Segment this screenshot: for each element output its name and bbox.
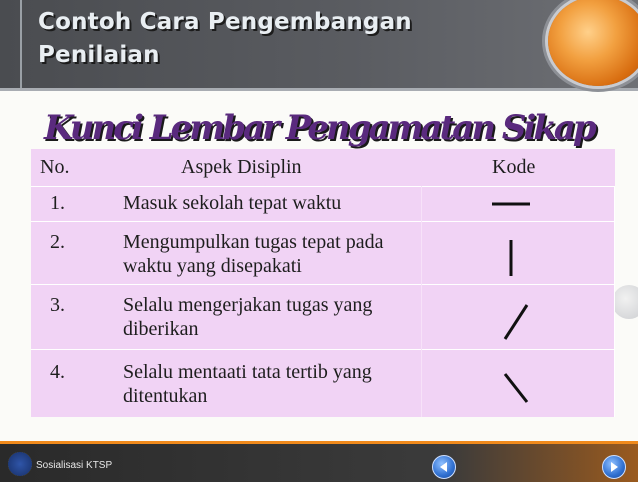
column-divider: [614, 186, 615, 417]
row-aspek: Selalu mengerjakan tugas yang diberikan: [123, 294, 373, 340]
next-icon: [608, 461, 620, 473]
table-row: [31, 186, 615, 221]
footer-label: Sosialisasi KTSP: [36, 460, 113, 471]
row-no: 2.: [50, 231, 65, 253]
side-orb: [612, 285, 638, 319]
table-header-row: [31, 149, 615, 185]
header-no: No.: [40, 156, 70, 178]
row-aspek: Masuk sekolah tepat waktu: [123, 192, 342, 214]
previous-icon: [438, 461, 450, 473]
header-kode: Kode: [492, 156, 536, 178]
slide-subtitle: Kunci Lembar Pengamatan Sikap: [44, 108, 594, 148]
previous-slide-button[interactable]: [432, 455, 456, 479]
table-row: [31, 349, 615, 418]
back-slash-line-icon: [497, 364, 533, 410]
column-divider: [421, 186, 422, 417]
row-aspek: Mengumpulkan tugas tepat pada waktu yang disepakati: [123, 231, 384, 277]
ktsp-logo-icon: [8, 452, 32, 476]
row-no: 3.: [50, 294, 65, 316]
horizontal-line-icon: [486, 195, 536, 215]
header-aspek: Aspek Disiplin: [181, 156, 302, 178]
next-slide-button[interactable]: [602, 455, 626, 479]
slide-title: Contoh Cara Pengembangan Penilaian: [38, 9, 412, 68]
row-no: 1.: [50, 192, 65, 214]
slide-footer: [0, 441, 638, 482]
row-no: 4.: [50, 361, 65, 383]
vertical-line-icon: [496, 236, 526, 280]
slide-header: [0, 0, 638, 91]
decorative-orb: [548, 0, 638, 86]
header-divider: [20, 0, 22, 88]
forward-slash-line-icon: [497, 299, 533, 345]
table-row: [31, 221, 615, 284]
attitude-table: [31, 149, 615, 417]
row-aspek: Selalu mentaati tata tertib yang ditentukan: [123, 361, 372, 407]
table-row: [31, 284, 615, 349]
